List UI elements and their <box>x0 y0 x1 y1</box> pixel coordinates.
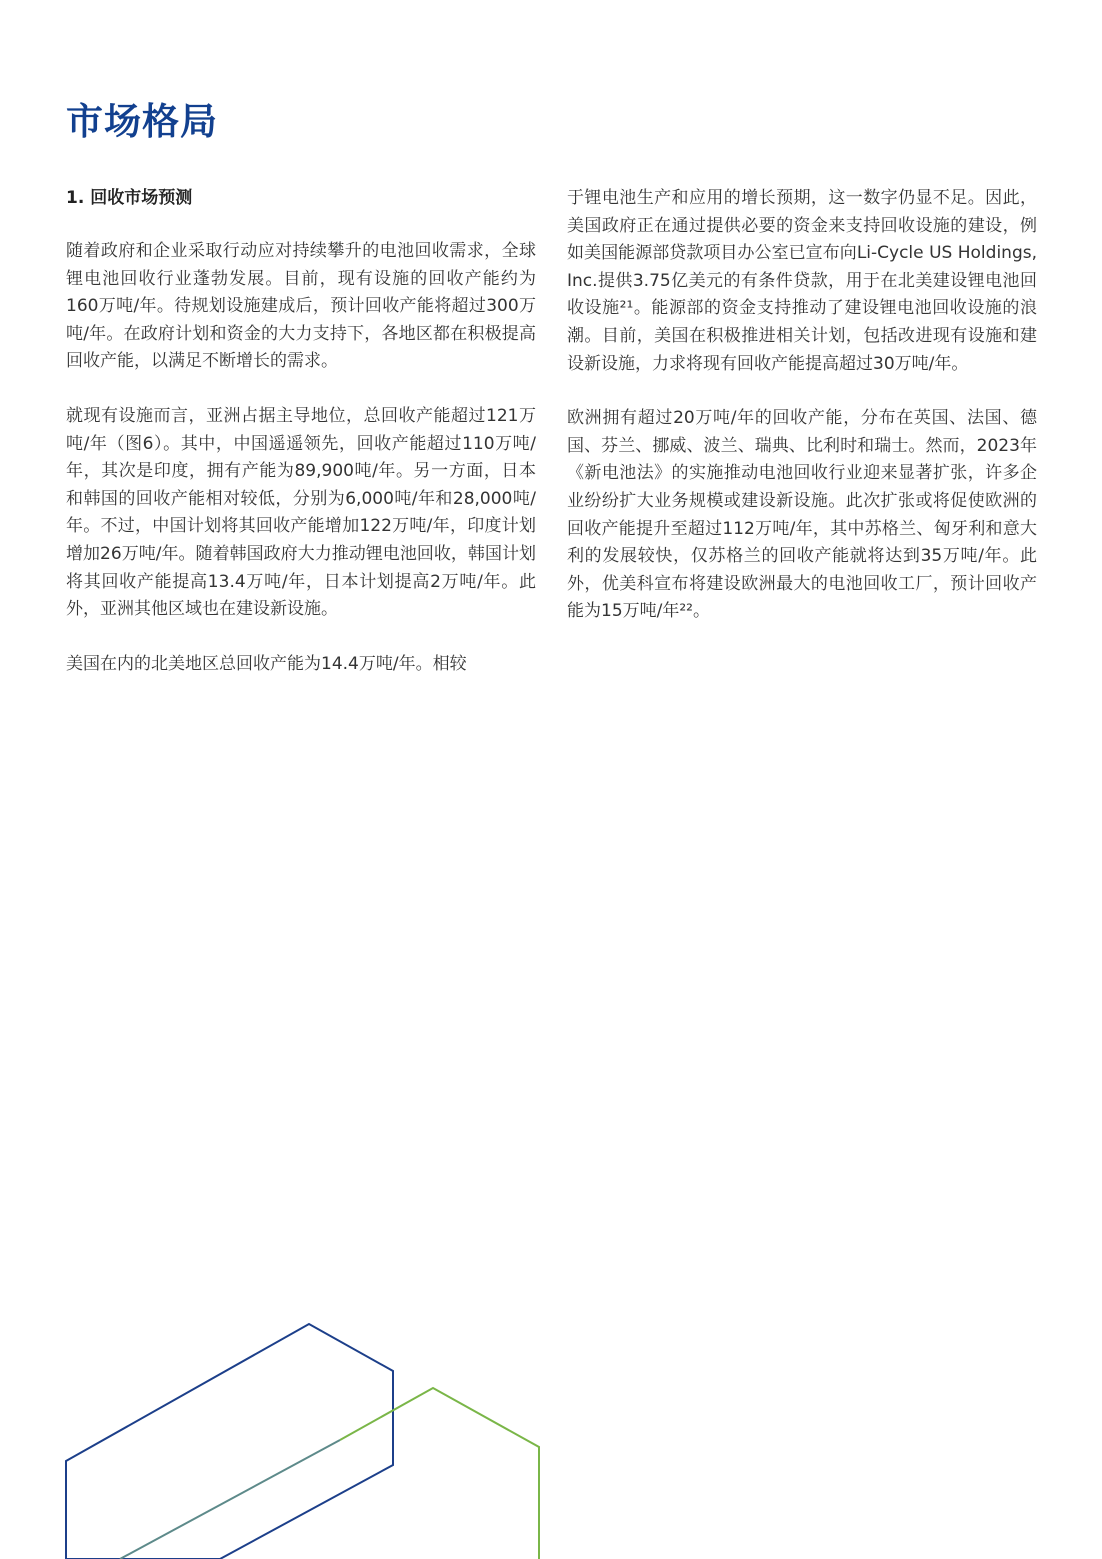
paragraph-asia-capacity: 就现有设施而言，亚洲占据主导地位，总回收产能超过121万吨/年（图6）。其中，中国遥遥领先，回收产能超过110万吨/年，其次是印度，拥有产能为89,900吨/年。另一方面，日本和韩国的回收产能相对较低，分别为6,000吨/年和28,000吨/年。不过，中国计划将其回收产能增加122万吨/年，印度计划增加26万吨/年。随着韩国政府大力推动锂电池回收，韩国计划将其回收产能提高13.4万吨/年，日本计划提高2万吨/年。此外，亚洲其他区域也在建设新设施。 <box>66 405 536 620</box>
paragraph-north-america-start: 美国在内的北美地区总回收产能为14.4万吨/年。相较 <box>66 653 467 674</box>
navy-hexagon-outline <box>66 1324 393 1559</box>
paragraph-global-overview: 随着政府和企业采取行动应对持续攀升的电池回收需求，全球锂电池回收行业蓬勃发展。目前，现有设施的回收产能约为160万吨/年。待规划设施建成后，预计回收产能将超过300万吨/年。在政府计划和资金的大力支持下，各地区都在积极提高回收产能，以满足不断增长的需求。 <box>66 241 536 372</box>
page-title: 市场格局 <box>66 100 218 143</box>
hexagon-outline-decoration <box>0 1300 600 1559</box>
green-hexagon-outline <box>340 1388 539 1559</box>
green-hexagon-lower-edge <box>120 1440 340 1559</box>
paragraph-north-america-continued: 于锂电池生产和应用的增长预期，这一数字仍显不足。因此，美国政府正在通过提供必要的资金来支持回收设施的建设，例如美国能源部贷款项目办公室已宣布向Li-Cycle US Holdings, Inc.提供3.75亿美元的有条件贷款，用于在北美建设锂电池回收设施²¹。能源部的资金支持推动了建设锂电池回收设施的浪潮。目前，美国在积极推进相关计划，包括改进现有设施和建设新设施，力求将现有回收产能提高超过30万吨/年。 <box>567 188 1037 374</box>
right-column <box>567 185 1037 653</box>
left-column <box>66 185 536 705</box>
section-heading: 1. 回收市场预测 <box>66 188 193 208</box>
paragraph-europe-capacity: 欧洲拥有超过20万吨/年的回收产能，分布在英国、法国、德国、芬兰、挪威、波兰、瑞典、比利时和瑞士。然而，2023年《新电池法》的实施推动电池回收行业迎来显著扩张，许多企业纷纷扩大业务规模或建设新设施。此次扩张或将促使欧洲的回收产能提升至超过112万吨/年，其中苏格兰、匈牙利和意大利的发展较快，仅苏格兰的回收产能就将达到35万吨/年。此外，优美科宣布将建设欧洲最大的电池回收工厂，预计回收产能为15万吨/年²²。 <box>567 408 1037 622</box>
